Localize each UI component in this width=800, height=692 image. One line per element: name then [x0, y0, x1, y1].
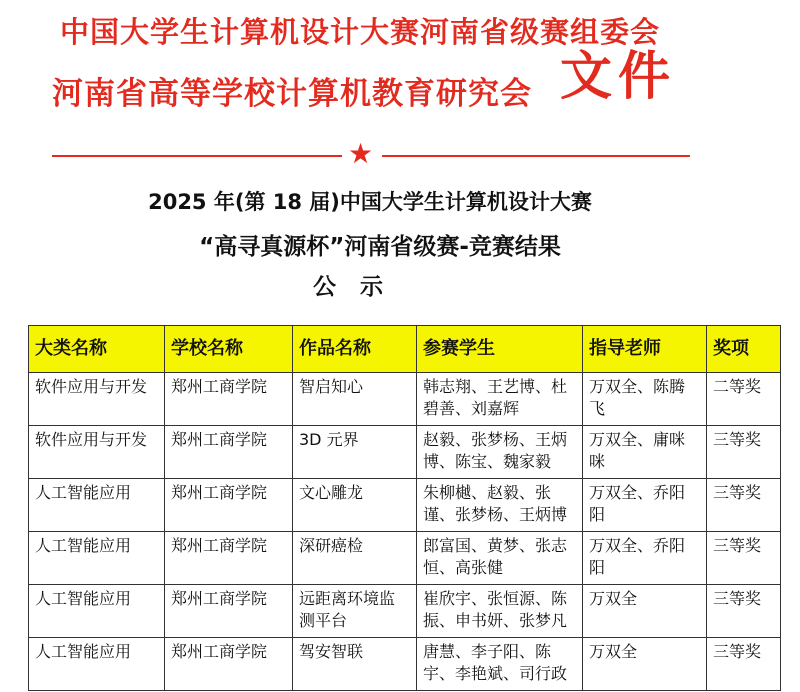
- document-type-label: 文件: [560, 46, 677, 107]
- header-advisors: 指导老师: [583, 326, 707, 373]
- cell-category: 软件应用与开发: [29, 426, 165, 479]
- cell-advisors: 万双全: [583, 585, 707, 638]
- cell-advisors: 万双全、陈腾飞: [583, 373, 707, 426]
- table-row: [29, 426, 781, 479]
- header-award: 奖项: [707, 326, 781, 373]
- cell-advisors: 万双全、庸咪咪: [583, 426, 707, 479]
- cell-award: 三等奖: [707, 532, 781, 585]
- cell-school: 郑州工商学院: [165, 532, 293, 585]
- document-header: [0, 0, 800, 170]
- cell-work: 远距离环境监测平台: [293, 585, 417, 638]
- cell-category: 人工智能应用: [29, 532, 165, 585]
- cell-school: 郑州工商学院: [165, 479, 293, 532]
- table-row: [29, 479, 781, 532]
- cell-category: 人工智能应用: [29, 479, 165, 532]
- cell-category: 软件应用与开发: [29, 373, 165, 426]
- cell-advisors: 万双全、乔阳阳: [583, 532, 707, 585]
- cell-work: 智启知心: [293, 373, 417, 426]
- cell-students: 朱柳樾、赵毅、张谨、张梦杨、王炳博: [417, 479, 583, 532]
- cell-students: 韩志翔、王艺博、杜碧善、刘嘉辉: [417, 373, 583, 426]
- table-row: [29, 373, 781, 426]
- header-divider-right: [382, 155, 690, 157]
- header-work: 作品名称: [293, 326, 417, 373]
- cell-students: 郎富国、黄梦、张志恒、高张健: [417, 532, 583, 585]
- cell-work: 驾安智联: [293, 638, 417, 691]
- cell-work: 文心雕龙: [293, 479, 417, 532]
- cell-award: 三等奖: [707, 426, 781, 479]
- table-row: [29, 638, 781, 691]
- header-students: 参赛学生: [417, 326, 583, 373]
- cell-school: 郑州工商学院: [165, 373, 293, 426]
- header-school: 学校名称: [165, 326, 293, 373]
- organizer-line-1: 中国大学生计算机设计大赛河南省级赛组委会: [60, 15, 661, 49]
- title-line-3: 公示: [313, 274, 407, 300]
- star-icon: ★: [348, 137, 374, 170]
- cell-students: 赵毅、张梦杨、王炳博、陈宝、魏家毅: [417, 426, 583, 479]
- title-line-1: 2025 年(第 18 届)中国大学生计算机设计大赛: [148, 190, 592, 214]
- cell-school: 郑州工商学院: [165, 585, 293, 638]
- cell-category: 人工智能应用: [29, 585, 165, 638]
- table-row: [29, 532, 781, 585]
- cell-students: 崔欣宇、张恒源、陈振、申书妍、张梦凡: [417, 585, 583, 638]
- cell-award: 三等奖: [707, 638, 781, 691]
- cell-award: 三等奖: [707, 585, 781, 638]
- cell-award: 二等奖: [707, 373, 781, 426]
- results-table: [28, 325, 781, 691]
- title-line-2: “高寻真源杯”河南省级赛-竞赛结果: [199, 234, 561, 260]
- cell-award: 三等奖: [707, 479, 781, 532]
- cell-category: 人工智能应用: [29, 638, 165, 691]
- table-row: [29, 585, 781, 638]
- cell-students: 唐慧、李子阳、陈宇、李艳斌、司行政: [417, 638, 583, 691]
- header-category: 大类名称: [29, 326, 165, 373]
- cell-advisors: 万双全: [583, 638, 707, 691]
- cell-work: 3D 元界: [293, 426, 417, 479]
- header-divider-left: [52, 155, 342, 157]
- table-header-row: [29, 326, 781, 373]
- cell-work: 深研癌检: [293, 532, 417, 585]
- organizer-line-2: 河南省高等学校计算机教育研究会: [52, 76, 532, 112]
- cell-school: 郑州工商学院: [165, 638, 293, 691]
- cell-advisors: 万双全、乔阳阳: [583, 479, 707, 532]
- cell-school: 郑州工商学院: [165, 426, 293, 479]
